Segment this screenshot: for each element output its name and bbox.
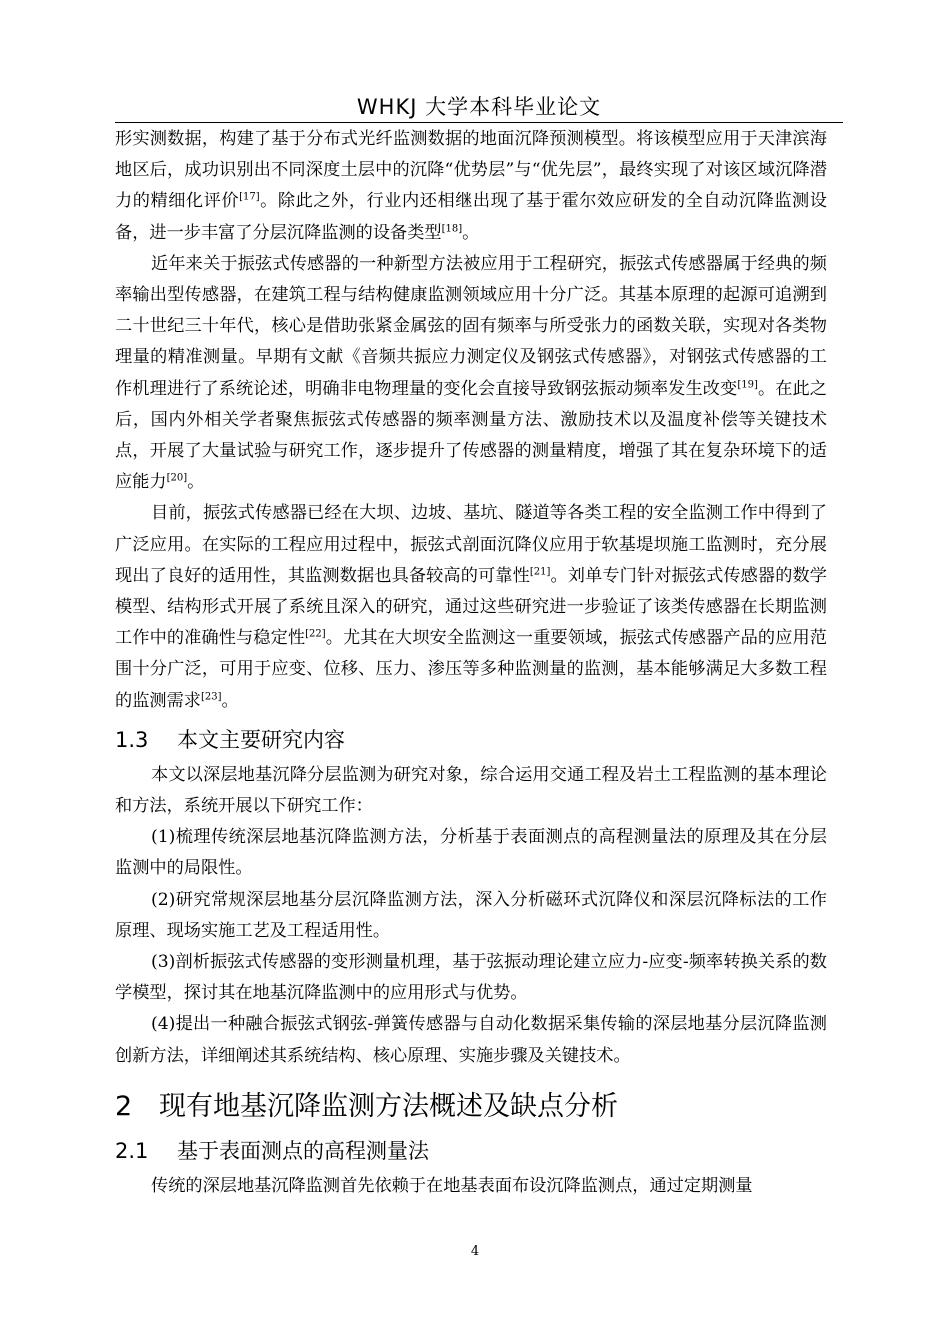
citation[interactable]: [18]	[441, 222, 463, 234]
chapter-title: 现有地基沉降监测方法概述及缺点分析	[159, 1090, 618, 1122]
page-header: WHKJ 大学本科毕业论文	[356, 95, 602, 119]
list-item: (4)提出一种融合振弦式钢弦-弹簧传感器与自动化数据采集传输的深层地基分层沉降监测创新方法，详细阐述其系统结构、核心原理、实施步骤及关键技术。	[115, 1014, 827, 1066]
chapter-number: 2	[115, 1090, 133, 1122]
section-title: 基于表面测点的高程测量法	[177, 1138, 429, 1163]
list-item: (2)研究常规深层地基分层沉降监测方法，深入分析磁环式沉降仪和深层沉降标法的工作原理、现场实施工艺及工程适用性。	[115, 889, 827, 941]
citation[interactable]: [23]	[200, 690, 222, 702]
section-heading-2-1	[115, 1135, 827, 1167]
chapter-heading-2	[115, 1086, 827, 1128]
section-heading-1-3	[115, 724, 827, 756]
list-item: (1)梳理传统深层地基沉降监测方法，分析基于表面测点的高程测量法的原理及其在分层监测中的局限性。	[115, 827, 827, 879]
citation[interactable]: [20]	[166, 472, 188, 484]
paragraph: 目前，振弦式传感器已经在大坝、边坡、基坑、隧道等各类工程的安全监测工作中得到了广泛应用。在实际的工程应用过程中，振弦式剖面沉降仪应用于软基堤坝施工监测时，充分展现出了良好的适用性，其监测数据也具备较高的可靠性[21]。刘单专门针对振弦式传感器的数学模型、结构形式开展了系统且深入的研究，通过这些研究进一步验证了该类传感器在长期监测工作中的准确性与稳定性[22]。尤其在大坝安全监测这一重要领域，振弦式传感器产品的应用范围十分广泛，可用于应变、位移、压力、渗压等多种监测量的监测，基本能够满足大多数工程的监测需求[23]。	[115, 503, 827, 711]
section-number: 2.1	[115, 1138, 149, 1163]
citation[interactable]: [21]	[529, 566, 551, 578]
paragraph: 形实测数据，构建了基于分布式光纤监测数据的地面沉降预测模型。将该模型应用于天津滨海地区后，成功识别出不同深度土层中的沉降“优势层”与“优先层”，最终实现了对该区域沉降潜力的精细化评价[17]。除此之外，行业内还相继出现了基于霍尔效应研发的全自动沉降监测设备，进一步丰富了分层沉降监测的设备类型[18]。	[115, 129, 827, 243]
header-rule	[115, 122, 843, 123]
paragraph: 传统的深层地基沉降监测首先依赖于在地基表面布设沉降监测点，通过定期测量	[151, 1175, 753, 1196]
section-number: 1.3	[115, 727, 149, 752]
citation[interactable]: [17]	[239, 191, 260, 203]
list-item: (3)剖析振弦式传感器的变形测量机理，基于弦振动理论建立应力-应变-频率转换关系的数学模型，探讨其在地基沉降监测中的应用形式与优势。	[115, 952, 827, 1004]
page-number: 4	[470, 1244, 480, 1259]
citation[interactable]: [22]	[305, 628, 326, 640]
paragraph: 近年来关于振弦式传感器的一种新型方法被应用于工程研究，振弦式传感器属于经典的频率输出型传感器，在建筑工程与结构健康监测领域应用十分广泛。其基本原理的起源可追溯到二十世纪三十年代，核心是借助张紧金属弦的固有频率与所受张力的函数关联，实现对各类物理量的精准测量。早期有文献《音频共振应力测定仪及钢弦式传感器》，对钢弦式传感器的工作机理进行了系统论述，明确非电物理量的变化会直接导致钢弦振动频率发生改变[19]。在此之后，国内外相关学者聚焦振弦式传感器的频率测量方法、激励技术以及温度补偿等关键技术点，开展了大量试验与研究工作，逐步提升了传感器的测量精度，增强了其在复杂环境下的适应能力[20]。	[115, 253, 827, 493]
page-body	[115, 124, 827, 1202]
section-title: 本文主要研究内容	[177, 727, 345, 752]
citation[interactable]: [19]	[737, 378, 758, 390]
paragraph: 本文以深层地基沉降分层监测为研究对象，综合运用交通工程及岩土工程监测的基本理论和方法，系统开展以下研究工作：	[115, 764, 827, 817]
